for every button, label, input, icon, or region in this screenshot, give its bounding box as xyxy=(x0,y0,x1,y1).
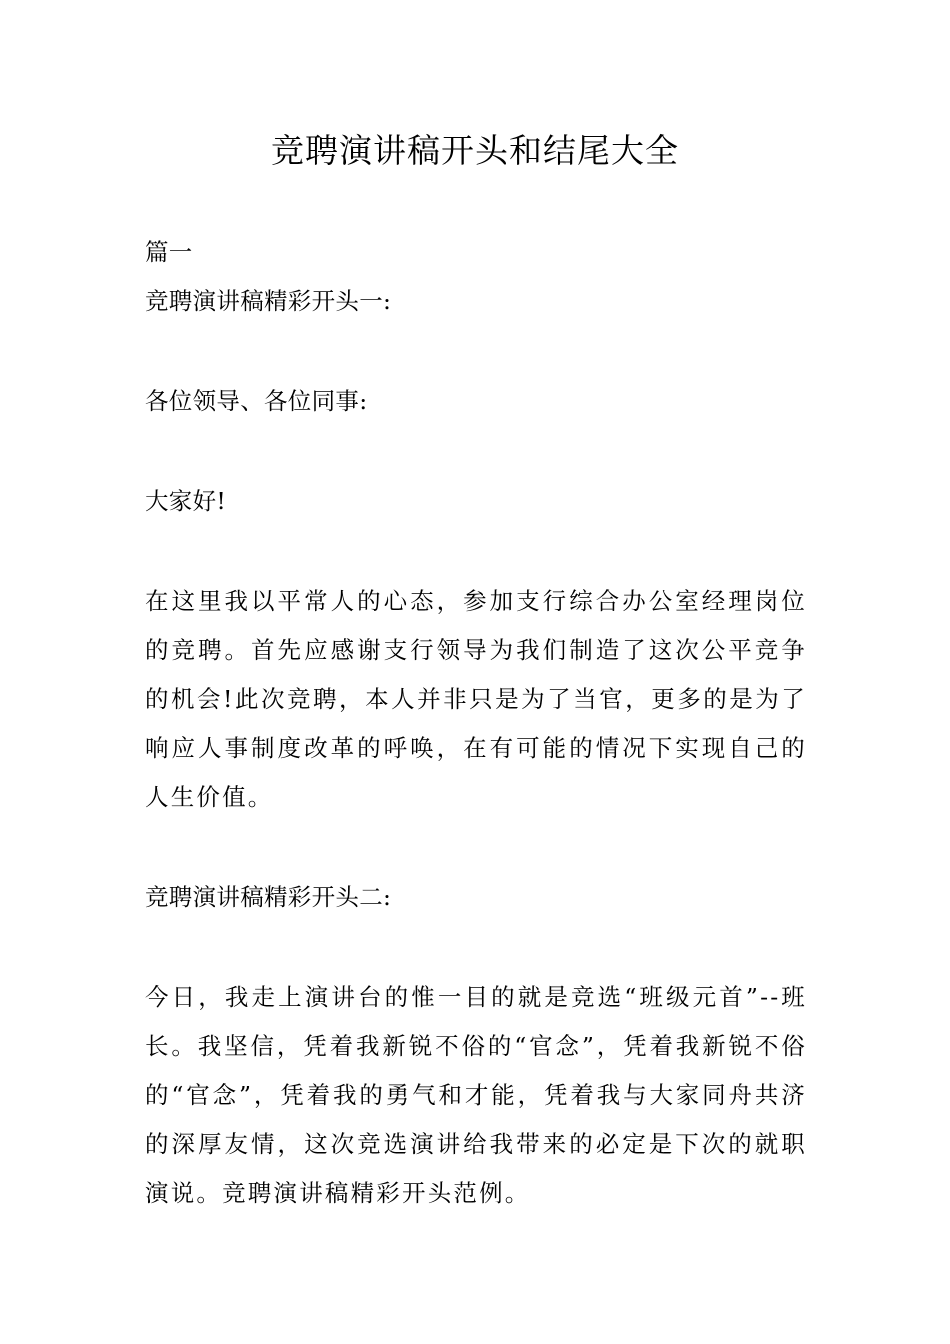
salutation: 各位领导、各位同事: xyxy=(145,387,368,415)
paragraph-spacer xyxy=(145,326,807,377)
document-body xyxy=(145,228,807,1218)
opening-two-heading: 竞聘演讲稿精彩开头二: xyxy=(145,883,392,911)
paragraph-one: 在这里我以平常人的心态，参加支行综合办公室经理岗位的竞聘。首先应感谢支行领导为我们制造了这次公平竞争的机会!此次竞聘，本人并非只是为了当官，更多的是为了响应人事制度改革的呼唤，在有可能的情况下实现自己的人生价值。 xyxy=(145,587,807,811)
opening-one-heading: 竞聘演讲稿精彩开头一: xyxy=(145,287,392,315)
paragraph-spacer xyxy=(145,526,807,577)
document-title: 竞聘演讲稿开头和结尾大全 xyxy=(271,131,679,170)
paragraph-spacer xyxy=(145,922,807,973)
paragraph-two: 今日，我走上演讲台的惟一目的就是竞选“班级元首”--班长。我坚信，凭着我新锐不俗的“官念”，凭着我新锐不俗的“官念”，凭着我的勇气和才能，凭着我与大家同舟共济的深厚友情，这次竞选演讲给我带来的必定是下次的就职演说。竞聘演讲稿精彩开头范例。 xyxy=(145,983,807,1207)
paragraph-spacer xyxy=(145,822,807,873)
section-label: 篇一 xyxy=(145,238,193,266)
greeting: 大家好! xyxy=(145,487,227,515)
paragraph-spacer xyxy=(145,426,807,477)
